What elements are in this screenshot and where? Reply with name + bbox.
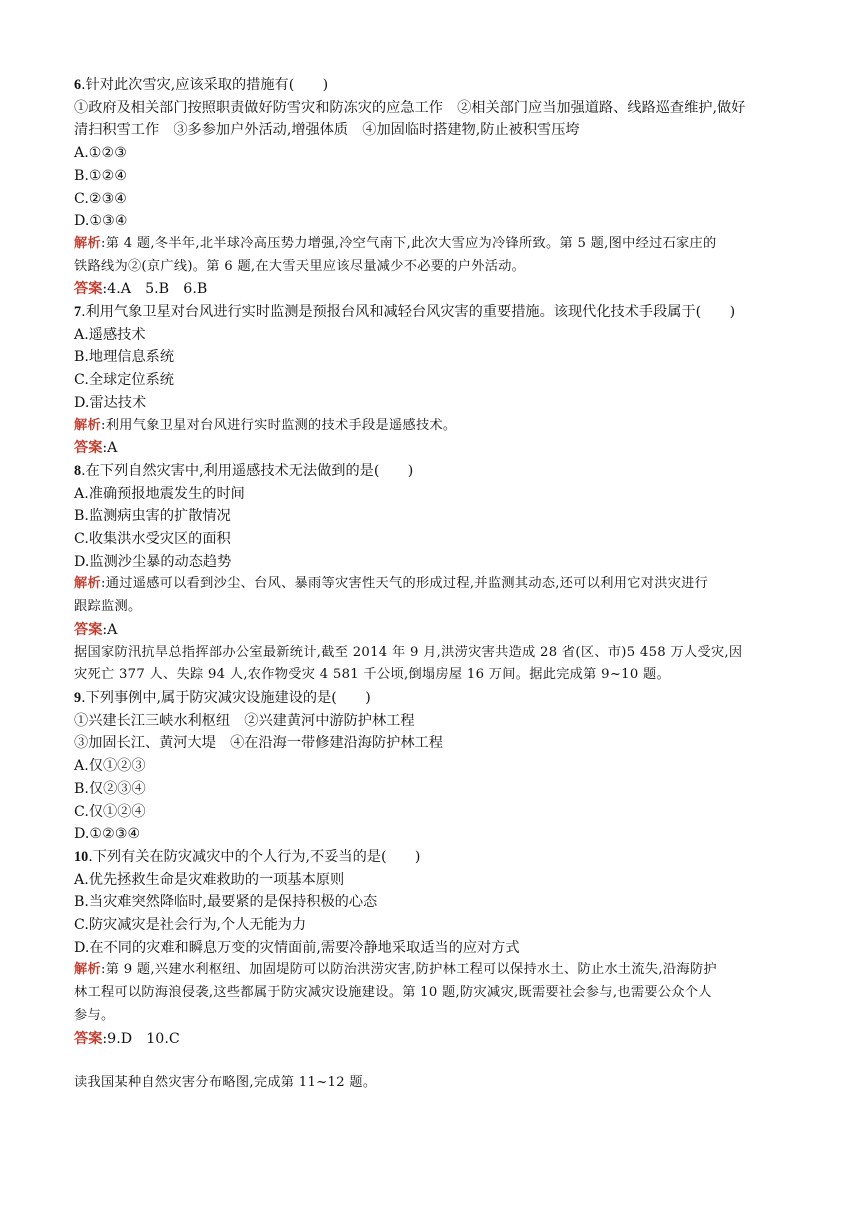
option-line: D.雷达技术 (74, 394, 147, 411)
answer-text: :4.A 5.B 6.B (102, 281, 208, 298)
analysis-line (74, 959, 794, 982)
analysis-text: :通过遥感可以看到沙尘、台风、暴雨等灾害性天气的形成过程,并监测其动态,还可以利用它对洪灾进行 (100, 576, 709, 592)
text-line: 读我国某种自然灾害分布略图,完成第 11~12 题。 (74, 1075, 377, 1091)
option-line: D.①②③④ (74, 826, 141, 843)
option-line: B.①②④ (74, 167, 128, 184)
answer-label: 答案 (74, 281, 103, 298)
question-line (74, 460, 794, 483)
option-line: C.仅①②④ (74, 803, 146, 820)
question-text: .下列事例中,属于防灾减灾设施建设的是( ) (81, 689, 371, 706)
answer-label: 答案 (74, 440, 103, 457)
question-text: .针对此次雪灾,应该采取的措施有( ) (81, 77, 329, 93)
option-line: B.地理信息系统 (74, 349, 175, 366)
analysis-text: :利用气象卫星对台风进行实时监测的技术手段是遥感技术。 (100, 417, 457, 433)
option-line: A.遥感技术 (74, 326, 146, 343)
analysis-text: :第 4 题,冬半年,北半球冷高压势力增强,冷空气南下,此次大雪应为冷锋所致。第 5 题,图中经过石家庄的 (100, 235, 717, 251)
answer-text: :9.D 10.C (102, 1030, 180, 1047)
option-line: D.在不同的灾难和瞬息万变的灾情面前,需要冷静地采取适当的应对方式 (74, 939, 520, 956)
text-line: 林工程可以防海浪侵袭,这些都属于防灾减灾设施建设。第 10 题,防灾减灾,既需要社会参与,也需要公众个人 (74, 985, 712, 1001)
option-line: ①政府及相关部门按照职责做好防雪灾和防冻灾的应急工作 ②相关部门应当加强道路、线路巡查维护,做好 (74, 99, 746, 116)
option-line: B.监测病虫害的扩散情况 (74, 508, 231, 525)
text-line: 灾死亡 377 人、失踪 94 人,农作物受灾 4 581 千公顷,倒塌房屋 16 万间。据此完成第 9~10 题。 (74, 667, 671, 683)
answer-label: 答案 (74, 1030, 103, 1047)
answer-text: :A (102, 621, 118, 638)
option-line: D.监测沙尘暴的动态趋势 (74, 553, 232, 570)
answer-line (74, 619, 794, 642)
text-line: 参与。 (74, 1007, 115, 1023)
option-line: D.①③④ (74, 213, 128, 230)
answer-label: 答案 (74, 621, 103, 638)
text-line: 铁路线为②(京广线)。第 6 题,在大雪天里应该尽量减少不必要的户外活动。 (74, 258, 526, 274)
text-line: 跟踪监测。 (74, 599, 142, 615)
analysis-label: 解析 (74, 235, 101, 251)
text-line: 据国家防汛抗旱总指挥部办公室最新统计,截至 2014 年 9 月,洪涝灾害共造成 28 省(区、市)5 458 万人受灾,因 (74, 644, 743, 660)
answer-line (74, 437, 794, 460)
analysis-label: 解析 (74, 417, 101, 433)
option-line: C.收集洪水受灾区的面积 (74, 531, 231, 548)
question-text: .下列有关在防灾减灾中的个人行为,不妥当的是( ) (88, 848, 421, 865)
document-page (74, 74, 794, 1095)
analysis-line (74, 233, 794, 256)
answer-line (74, 1028, 794, 1051)
analysis-text: :第 9 题,兴建水利枢纽、加固堤防可以防治洪涝灾害,防护林工程可以保持水土、防止水土流失,沿海防护 (100, 962, 717, 978)
option-line: C.防灾减灾是社会行为,个人无能为力 (74, 917, 307, 934)
question-line (74, 846, 794, 869)
question-number: 6 (74, 77, 82, 93)
question-line (74, 74, 794, 97)
option-line: B.当灾难突然降临时,最要紧的是保持积极的心态 (74, 894, 378, 911)
question-number: 8 (74, 462, 82, 479)
analysis-line (74, 415, 794, 438)
option-line: A.准确预报地震发生的时间 (74, 485, 245, 502)
analysis-label: 解析 (74, 962, 101, 978)
option-line: ③加固长江、黄河大堤 ④在沿海一带修建沿海防护林工程 (74, 735, 443, 752)
option-line: A.优先拯救生命是灾难救助的一项基本原则 (74, 871, 345, 888)
option-line: A.仅①②③ (74, 758, 146, 775)
option-line: C.全球定位系统 (74, 372, 174, 389)
question-text: .利用气象卫星对台风进行实时监测是预报台风和减轻台风灾害的重要措施。该现代化技术手段属于( ) (81, 304, 736, 321)
analysis-line (74, 573, 794, 596)
question-number: 7 (74, 304, 82, 321)
answer-text: :A (102, 440, 118, 457)
question-text: .在下列自然灾害中,利用遥感技术无法做到的是( ) (81, 462, 414, 479)
option-line: 清扫积雪工作 ③多参加户外活动,增强体质 ④加固临时搭建物,防止被积雪压垮 (74, 122, 580, 139)
option-line: B.仅②③④ (74, 780, 146, 797)
analysis-label: 解析 (74, 576, 101, 592)
option-line: C.②③④ (74, 190, 128, 207)
question-number: 10 (74, 848, 89, 865)
answer-line (74, 278, 794, 301)
option-line: A.①②③ (74, 145, 127, 162)
question-number: 9 (74, 689, 82, 706)
option-line: ①兴建长江三峡水利枢纽 ②兴建黄河中游防护林工程 (74, 712, 415, 729)
question-line (74, 687, 794, 710)
question-line (74, 301, 794, 324)
spacer (74, 1050, 794, 1072)
